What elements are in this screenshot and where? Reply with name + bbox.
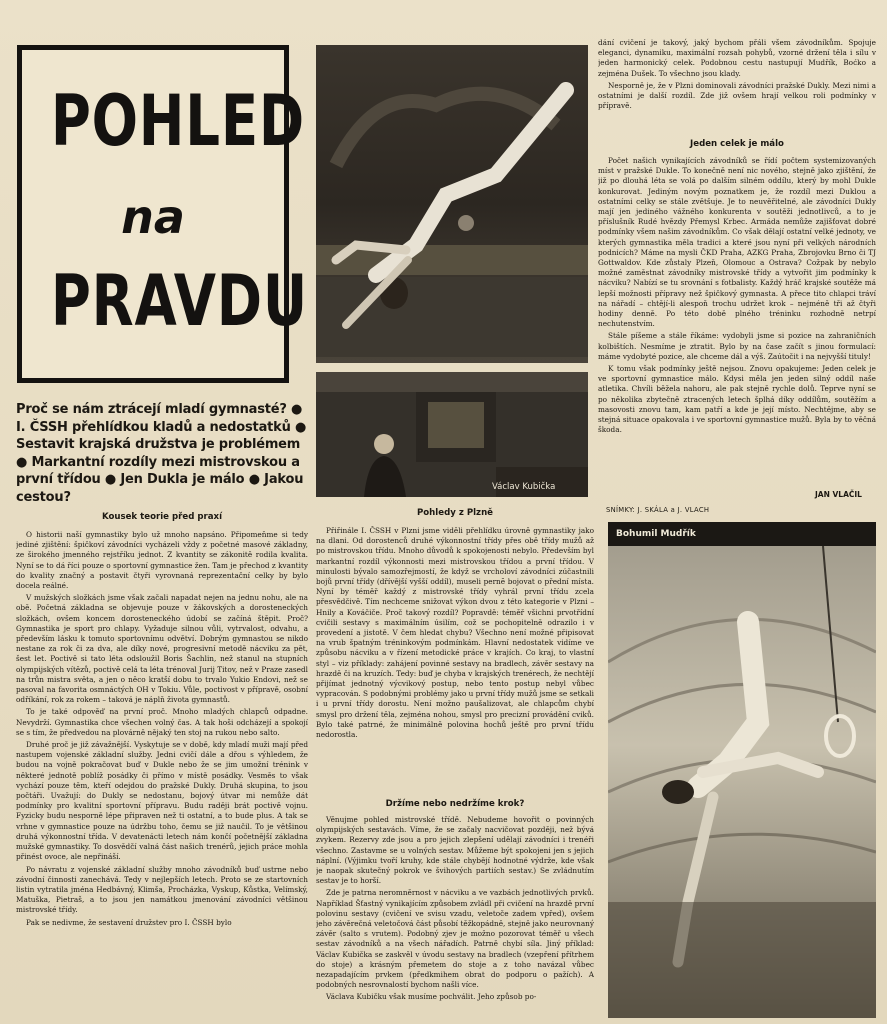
column-3-text-top: [598, 38, 876, 126]
title-line-1: POHLED: [50, 80, 306, 162]
title-box: [17, 45, 309, 383]
paragraph: V mužských složkách jsme však začali napadat nejen na jednu nohu, ale na obě. Početná základna se objevuje pouze v žákovských a dorosteneckých složkách, ovšem koncem dorosteneckého údobí se začíná štěpit. Proč? Gymnastika je sport pro chlapy. Vyžaduje silnou vůli, vytrvalost, odvahu, a především lásku k tomuto sportovnímu odvětví. Dobrým gymnastou se nikdo nestane za rok či za dva, ale díky nové, progresivní metodě nácviku za pět, šest let. Poctivě si tato léta odsloužil Boris Šachlin, než stanul na stupních olympijských vítězů, poctivě celá ta léta trénoval Jurij Titov, než v Praze zasedl na trůn mistra světa, a jen o něco kratší dobu to trvalo Yukio Endovi, než se pasoval na favorita osmnáctých OH v Tokiu. Vůle, poctivost v přípravě, osobní odříkání, rok za rokem – taková je náplň života gymnastů.: [16, 593, 308, 705]
paragraph: K tomu však podmínky ještě nejsou. Znovu opakujeme: Jeden celek je ve sportovní gymnastice málo. Kdysi měla jen jeden silný oddíl naše atletika. Chvíli běžela nahoru, ale pak stejně rychle dolů. Teprve nyní se po několika zbytečně ztracených letech šplhá díky oddílům, soutěžím a masovosti znovu tam, kam patří a kde je její místo. Nechtějme, aby se stejná situace opakovala i ve sportovní gymnastice mužů. Byla by to věčná škoda.: [598, 364, 876, 435]
photo-bohumil-mudrik: [608, 522, 876, 1018]
paragraph: Přiřinále I. ČSSH v Plzni jsme viděli přehlídku úrovně gymnastiky jako na dlani. Od dorostenců druhé výkonnostní třídy přes obě třídy mužů až po mistrovskou třídu. Mnoho důvodů k spokojenosti nebylo. Především byl markantní rozdíl výkonnosti mezi mistrovskou třídou a první třídou. V minulosti bývalo samozřejmostí, že když se vrcholoví závodníci zúčastnili bojů první třídy (dřívější vyšší oddíl), museli pernĕ bojovat o přední místa. Nyní by téměř každý z mistrovské třídy vyhrál první třídu zcela přesvědčivě. Tím nechceme snižovat výkon dvou z této kategorie v Plzni – Hnily a Kováčiče. Proč takový rozdíl? Popravdě: téměř všichni prvotřídní cvičili sestavy s maximálním úsilím, což se pochopitelně odrazilo i v provedení a jistotě. V čem hledat chybu? Všechno není možné připisovat na vrub špatným tréninkovým podmínkám. Hlavní nedostatek vidíme ve způsobu nácviku a v řízení metodické práce v krajích. Co kraj, to vlastní styl – viz příklady: zahájení povinné sestavy na bradlech, závěr sestavy na hrazdě či na kruzích. Tedy: buď je chyba v krajských trenérech, že nechtějí přijímat jednotný výcvikový postup, nebo tento postup nebyl vůbec vypracován. S podobnými problémy jako u první třídy mužů jsme se setkali i u první třídy dorostu. Není možno paušalizovat, ale chlapcům chybí smysl pro držení těla, zejména nohou, smysl pro precizní provádění cviků. Bylo také patrné, že minimálně polovina hochů ještě pro první třídu nedorostla.: [316, 526, 594, 740]
paragraph: Nesporně je, že v Plzni dominovali závodníci pražské Dukly. Mezi nimi a ostatními je další rozdíl. Zde již ovšem hrají velkou roli podmínky v přípravě.: [598, 80, 876, 111]
photo-credit: SNÍMKY: J. SKÁLA a J. VLACH: [606, 506, 710, 514]
paragraph: Druhé proč je již závažnější. Vyskytuje se v době, kdy mladí muži mají před nastupem vojenské základní služby. Jedni cvičí dále a dřou s výhledem, že budou na vojně pokračovat buď v Dukle nebo že se jim umožní trénink v některé jednotě poblíž posádky či přímo v místě posádky. Vesměs to však vychází pouze těm, kteří odejdou do pražské Dukly. Druhá skupina, to jsou počtáři. Uvažují: do Dukly se nedostanu, bojový útvar mi nemůže dát podmínky pro kvalitní sportovní přípravu. Budu raději brát poctivě vojnu. Fyzicky budu nesporně lépe připraven než ti ostatní, a to bude plus. A tak se vrhne v gymnastice pouze na údržbu toho, čemu se již naučil. To je většinou druhá výkonnostní třída. V devatenácti letech nám končí početnější základna mužské gymnastiky. To dosvědčí valná část našich trenérů, jejich práce mohla přinést ovoce, ale nepřináší.: [16, 740, 308, 862]
lead-text: Proč se nám ztrácejí mladí gymnasté? ● I. ČSSH přehlídkou kladů a nedostatků ● Sestavit krajská družstva je problémem ● Markantní rozdíly mezi mistrovskou a první třídou ● Jen Dukla je málo ● Jakou cestou?: [16, 402, 307, 505]
caption-kubicka: Václav Kubička: [492, 482, 556, 492]
paragraph: O historii naší gymnastiky bylo už mnoho napsáno. Připomeňme si tedy jediné zjištění: špičkoví závodníci vycházeli vždy z početné masové základny, ze širokého jmenného rejstříku jednot. Z kvantity se zákonitě rodila kvalita. Nyní se to dá říci pouze o sportovní gymnastice žen. Tam je přechod z kvantity do kvality značný a postavit čtyři vyrovnaná reprezentační celky by bylo docela reálné.: [16, 530, 308, 591]
photo-kubicka-image: [316, 372, 588, 497]
heading-jeden-celek: Jeden celek je málo: [690, 139, 784, 149]
paragraph: Počet našich vynikajících závodníků se řídí počtem systemizovaných míst v pražské Dukle. To konečně není nic nového, stejně jako zjištění, že již po dlouhá léta se volá po dalším silném oddílu, který by mohl Dukle konkurovat. Jediným novým poznatkem je, že rozdíl mezi Duklou a ostatními celky se stále zvětšuje. Je to neuvěřitelné, ale závodníci Dukly mají jen jediného vážného konkurenta v soutěži jednotlivců, a to je příslušník Rudé hvězdy Přemysl Krbec. Armáda nemůže zajišťovat dobré podmínky všem našim závodníkům. Co však dělají ostatní velké jednoty, ve kterých gymnastika měla tradici a které jsou nyní při velkých národních podnicích? Máme na mysli ČKD Praha, AZKG Praha, Zbrojovku Brno či TJ Gottwaldov. Kde zůstaly Plzeň, Olomouc a Ostrava? Cožpak by nebylo možné zaměstnat závodníky mistrovské třídy a vytvořit jim podmínky k nácviku? Nabízí se tu srovnání s fotbalisty. Každý hráč krajské soutěže má lepší možnosti přípravy než špičkový gymnasta. A přece tito chlapci tráví na nářadí – chtějí-li alespoň trochu udržet krok – nejméně tři až čtyři hodiny denně. Po této době plného tréninku rozhodně netrpí nechutenstvím.: [598, 156, 876, 329]
heading-pohledy-z-plzne: Pohledy z Plzně: [416, 508, 494, 518]
paragraph: dání cvičení je takový, jaký bychom přáli všem závodníkům. Spojuje eleganci, dynamiku, maximální rozsah pohybů, vzorné držení těla i sílu v jeden harmonický celek. Podobnou cestu nastupují Mudřík, Boćko a zejména Dušek. To všechno jsou klady.: [598, 38, 876, 78]
paragraph: Po návratu z vojenské základní služby mnoho závodníků buď ustrne nebo závodní činnosti zanechává. Tedy v nejlepších letech. Proto se ze startovních listin vytratila jména Hedbávný, Klimša, Procházka, Vyskup, Kůstka, Velímský, Matuška, Pietraš, a to jsou jen namátkou jmenování závodníci většinou mistrovské třídy.: [16, 864, 308, 915]
paragraph: Pak se nedivme, že sestavení družstev pro I. ČSSH bylo: [26, 917, 232, 927]
heading-kousek-teorie: Kousek teorie před praxí: [101, 512, 223, 522]
column-3-text-main: [598, 156, 876, 490]
paragraph: Václava Kubičku však musíme pochválit. Jeho způsob po-: [326, 992, 537, 1002]
paragraph: Zde je patrna neromněrnost v nácviku a ve vazbách jednotlivých prvků. Například Šťastný vynikajícím způsobem zvládl při cvičení na hrazdě první polovinu sestavy (cvičení ve svisu vzadu, veletoče zadem vpřed), ovšem jeho závěrečná veletočová část působí těžkopádně, stejně jako neurovnaný závěr (salto s vrutem). Podobný zjev je možno pozorovat téměř u všech sestav závodníků a na všech nářadích. Patrně chybí síla. Jiný příklad: Václav Kubička se zaskvěl v úvodu sestavy na bradlech (vzepření přítrhem do stoje) a krásným přemetem do stoje a z toho navázal vůbec nezapadajícím prvkem (předkmihem obrat do podporu o pažích). A podobných nesrovnalostí bychom našli více.: [316, 888, 594, 990]
photo-mudrik-image: [608, 522, 876, 1018]
author-signature: JAN VLAČIL: [815, 490, 862, 499]
column-1-text: [16, 530, 308, 1024]
photo-gymnast-rings-image: [316, 45, 588, 363]
paragraph: Věnujme pohled mistrovské třídě. Nebudeme hovořit o povinných olympijských sestavách. Víme, že se začaly nacvičovat později, než bývá zvykem. Rezervy zde jsou a pro jejich zlepšení udělají závodníci i trenéři všechno. Zastavme se u volných sestav. Můžeme být spokojeni jen s jejich náplní. (Výjimku tvoří kruhy, kde stále chybějí hodnotné výdrže, kde však je naopak skutečný pokrok ve švihových partiích sestav.) Se zvládnutím sestav je to horší.: [316, 815, 594, 886]
title-line-2: na: [121, 190, 185, 244]
paragraph: To je také odpověď na první proč. Mnoho mladých chlapců odpadne. Nevydrží. Gymnastika chce všechen volný čas. A tak hoši odcházejí a spokojí se s tím, že předvedou na plovárně nějaký ten stoj na rukou nebo salto.: [16, 707, 308, 737]
photo-gymnast-rings: [316, 45, 588, 363]
caption-mudrik: Bohumil Mudřík: [616, 529, 696, 539]
title-line-3: PRAVDU: [50, 260, 309, 342]
photo-vaclav-kubicka: [316, 372, 588, 497]
paragraph: Stále píšeme a stále říkáme: vydobyli jsme si pozice na zahraničních kolbištích. Nesmíme je ztratit. Bylo by na čase začít s jinou formulací: máme vydobyté pozice, ale chceme dál a výš. Zaútočit i na nejvyšší tituly!: [598, 331, 876, 361]
column-2-text-a: [316, 526, 594, 792]
heading-drzime-krok: Držíme nebo nedržíme krok?: [385, 799, 525, 809]
column-2-text-b: [316, 815, 594, 1024]
